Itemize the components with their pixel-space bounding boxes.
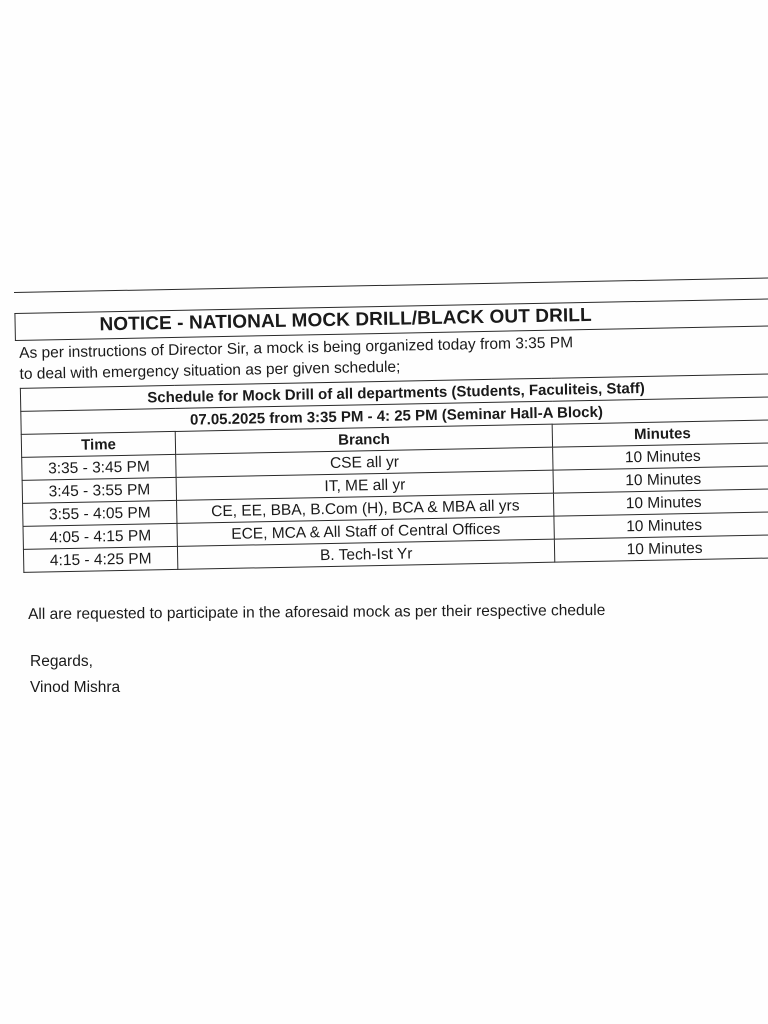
row-minutes: 10 Minutes — [554, 489, 768, 516]
participation-request: All are requested to participate in the aforesaid mock as per their respective chedule — [28, 601, 606, 623]
signer-name: Vinod Mishra — [30, 679, 121, 696]
notice-block — [14, 277, 768, 569]
row-minutes: 10 Minutes — [554, 535, 768, 562]
notice-title: NOTICE - NATIONAL MOCK DRILL/BLACK OUT DRILL — [99, 304, 592, 336]
row-minutes: 10 Minutes — [553, 466, 768, 493]
row-minutes: 10 Minutes — [554, 512, 768, 539]
schedule-banner-date: 07.05.2025 from 3:35 PM - 4: 25 PM (Seminar Hall-A Block) — [21, 397, 768, 434]
row-time: 4:05 - 4:15 PM — [23, 523, 178, 549]
row-branch: IT, ME all yr — [176, 470, 553, 500]
row-branch: B. Tech-Ist Yr — [178, 539, 555, 569]
row-branch: CSE all yr — [176, 447, 553, 477]
column-header-time: Time — [21, 431, 176, 457]
row-time: 4:15 - 4:25 PM — [23, 546, 178, 572]
intro-line-2: to deal with emergency situation as per given schedule; — [19, 358, 401, 383]
top-divider — [14, 277, 768, 293]
regards-text: Regards, — [30, 653, 93, 670]
column-header-branch: Branch — [175, 424, 552, 454]
intro-line-1: As per instructions of Director Sir, a mock is being organized today from 3:35 PM — [19, 334, 574, 362]
row-branch: CE, EE, BBA, B.Com (H), BCA & MBA all yrs — [177, 493, 554, 523]
row-time: 3:45 - 3:55 PM — [22, 477, 177, 503]
column-header-minutes: Minutes — [552, 420, 768, 447]
schedule-table — [20, 373, 768, 572]
row-time: 3:55 - 4:05 PM — [23, 500, 178, 526]
row-time: 3:35 - 3:45 PM — [22, 454, 177, 480]
row-branch: ECE, MCA & All Staff of Central Offices — [177, 516, 554, 546]
row-minutes: 10 Minutes — [553, 443, 768, 470]
schedule-banner-title: Schedule for Mock Drill of all departments (Students, Faculiteis, Staff) — [20, 374, 768, 411]
